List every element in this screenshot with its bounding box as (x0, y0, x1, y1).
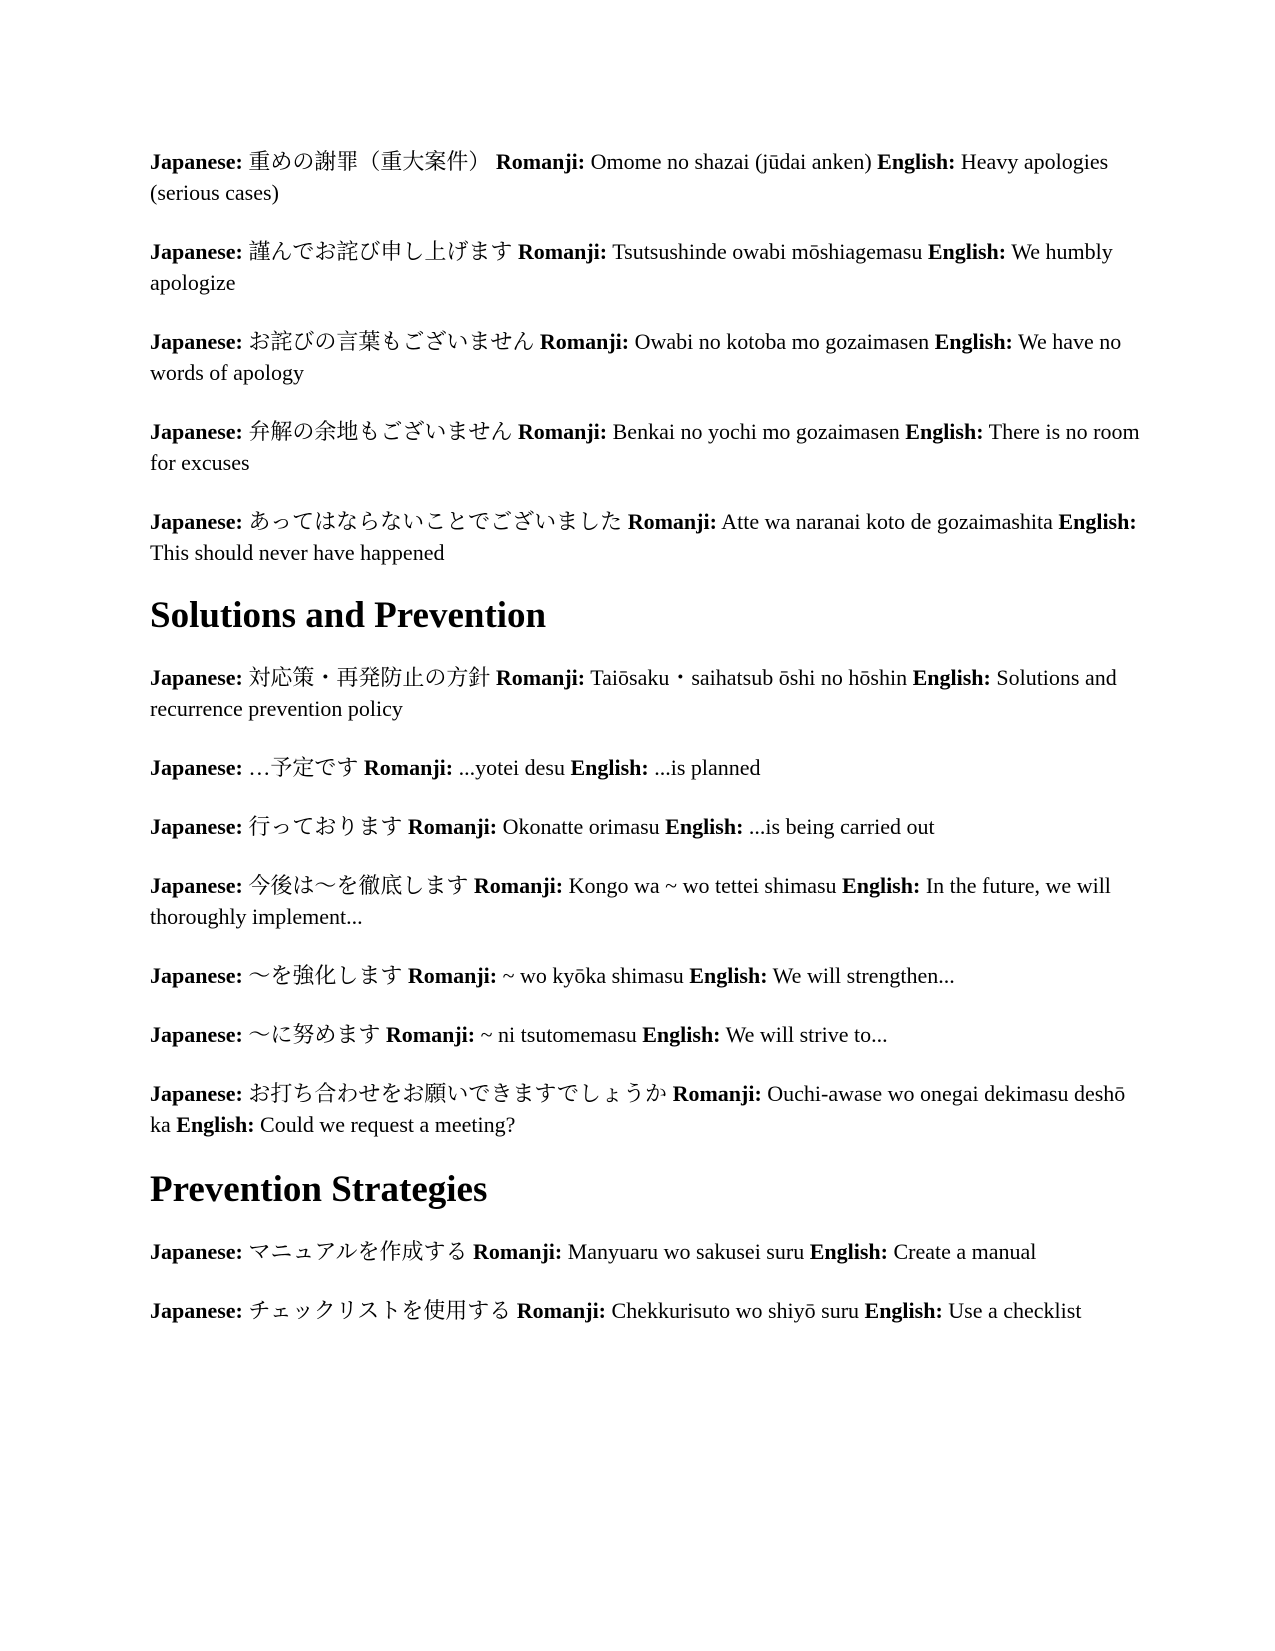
japanese-text: マニュアルを作成する (248, 1239, 468, 1264)
romanji-text: Atte wa naranai koto de gozaimashita (721, 509, 1053, 534)
romanji-label: Romanji: (516, 1298, 607, 1323)
romanji-label: Romanji: (407, 963, 498, 988)
japanese-label: Japanese: (150, 665, 243, 690)
section-prevention-strategies (150, 1168, 1140, 1326)
english-text: Create a manual (893, 1239, 1037, 1264)
japanese-label: Japanese: (150, 963, 243, 988)
phrase-entry (150, 1019, 1140, 1050)
english-text: We will strive to... (725, 1022, 888, 1047)
japanese-text: 重めの謝罪（重大案件） (248, 149, 491, 174)
english-text: There is no room for excuses (150, 419, 1140, 475)
japanese-text: あってはならないことでございました (248, 509, 623, 534)
romanji-text: Manyuaru wo sakusei suru (567, 1239, 805, 1264)
english-text: ...is planned (654, 755, 761, 780)
japanese-label: Japanese: (150, 873, 243, 898)
romanji-label: Romanji: (672, 1081, 762, 1106)
english-label: English: (176, 1112, 255, 1137)
romanji-text: ~ ni tsutomemasu (480, 1022, 637, 1047)
english-label: English: (905, 419, 984, 444)
english-text: Solutions and recurrence prevention policy (150, 665, 1117, 721)
romanji-text: Benkai no yochi mo gozaimasen (612, 419, 900, 444)
romanji-label: Romanji: (407, 814, 498, 839)
english-label: English: (665, 814, 744, 839)
phrase-entry (150, 416, 1140, 478)
english-label: English: (570, 755, 649, 780)
japanese-text: お詫びの言葉もございません (248, 329, 535, 354)
romanji-text: Tsutsushinde owabi mōshiagemasu (612, 239, 923, 264)
japanese-label: Japanese: (150, 509, 243, 534)
romanji-label: Romanji: (473, 873, 564, 898)
section-heading: Prevention Strategies (150, 1169, 488, 1210)
phrase-entry (150, 1295, 1140, 1326)
romanji-label: Romanji: (385, 1022, 476, 1047)
japanese-label: Japanese: (150, 1298, 243, 1323)
japanese-text: 謹んでお詫び申し上げます (248, 239, 513, 264)
english-label: English: (689, 963, 768, 988)
phrase-entry (150, 236, 1140, 298)
japanese-text: 弁解の余地もございません (248, 419, 513, 444)
japanese-label: Japanese: (150, 1081, 243, 1106)
document-page (150, 146, 1140, 1354)
japanese-text: 対応策・再発防止の方針 (248, 665, 491, 690)
romanji-label: Romanji: (517, 419, 608, 444)
japanese-label: Japanese: (150, 239, 243, 264)
romanji-label: Romanji: (363, 755, 454, 780)
romanji-text: Okonatte orimasu (502, 814, 660, 839)
english-text: This should never have happened (150, 540, 445, 565)
japanese-text: 〜を強化します (248, 963, 403, 988)
romanji-label: Romanji: (495, 149, 586, 174)
japanese-text: …予定です (248, 755, 359, 780)
romanji-label: Romanji: (495, 665, 586, 690)
english-label: English: (642, 1022, 721, 1047)
japanese-text: 〜に努めます (248, 1022, 381, 1047)
romanji-label: Romanji: (517, 239, 608, 264)
english-text: In the future, we will thoroughly implement... (150, 873, 1111, 929)
section-solutions-and-prevention (150, 594, 1140, 1140)
english-label: English: (864, 1298, 943, 1323)
japanese-text: 行っております (248, 814, 403, 839)
japanese-text: お打ち合わせをお願いできますでしょうか (248, 1081, 668, 1106)
phrase-entry (150, 146, 1140, 208)
phrase-entry (150, 326, 1140, 388)
japanese-label: Japanese: (150, 1239, 243, 1264)
japanese-label: Japanese: (150, 755, 243, 780)
romanji-text: ...yotei desu (458, 755, 565, 780)
phrase-entry (150, 662, 1140, 724)
english-label: English: (809, 1239, 888, 1264)
japanese-text: チェックリストを使用する (248, 1298, 512, 1323)
english-label: English: (912, 665, 991, 690)
japanese-text: 今後は〜を徹底します (248, 873, 469, 898)
section-heavy-apologies (150, 146, 1140, 568)
japanese-label: Japanese: (150, 149, 243, 174)
romanji-text: Omome no shazai (jūdai anken) (590, 149, 872, 174)
english-label: English: (1058, 509, 1137, 534)
english-label: English: (934, 329, 1013, 354)
phrase-entry (150, 752, 1140, 783)
phrase-entry (150, 1078, 1140, 1140)
english-text: ...is being carried out (748, 814, 935, 839)
phrase-entry (150, 960, 1140, 991)
japanese-label: Japanese: (150, 1022, 243, 1047)
english-label: English: (877, 149, 956, 174)
english-text: Could we request a meeting? (260, 1112, 516, 1137)
romanji-text: Kongo wa ~ wo tettei shimasu (568, 873, 837, 898)
english-label: English: (842, 873, 921, 898)
phrase-entry (150, 811, 1140, 842)
english-label: English: (927, 239, 1007, 264)
phrase-entry (150, 870, 1140, 932)
romanji-label: Romanji: (473, 1239, 563, 1264)
romanji-text: Owabi no kotoba mo gozaimasen (634, 329, 930, 354)
romanji-text: Ouchi-awase wo onegai dekimasu deshō ka (150, 1081, 1126, 1137)
romanji-text: Chekkurisuto wo shiyō suru (611, 1298, 860, 1323)
phrase-entry (150, 1236, 1140, 1267)
english-text: We humbly apologize (150, 239, 1113, 295)
english-text: We have no words of apology (150, 329, 1122, 385)
english-text: Heavy apologies (serious cases) (150, 149, 1109, 205)
japanese-label: Japanese: (150, 419, 243, 444)
romanji-label: Romanji: (539, 329, 630, 354)
english-text: Use a checklist (948, 1298, 1082, 1323)
section-heading: Solutions and Prevention (150, 595, 547, 636)
english-text: We will strengthen... (772, 963, 955, 988)
phrase-entry (150, 506, 1140, 568)
romanji-text: ~ wo kyōka shimasu (502, 963, 684, 988)
romanji-label: Romanji: (627, 509, 717, 534)
romanji-text: Taiōsaku・saihatsub ōshi no hōshin (590, 665, 908, 690)
japanese-label: Japanese: (150, 329, 243, 354)
japanese-label: Japanese: (150, 814, 243, 839)
